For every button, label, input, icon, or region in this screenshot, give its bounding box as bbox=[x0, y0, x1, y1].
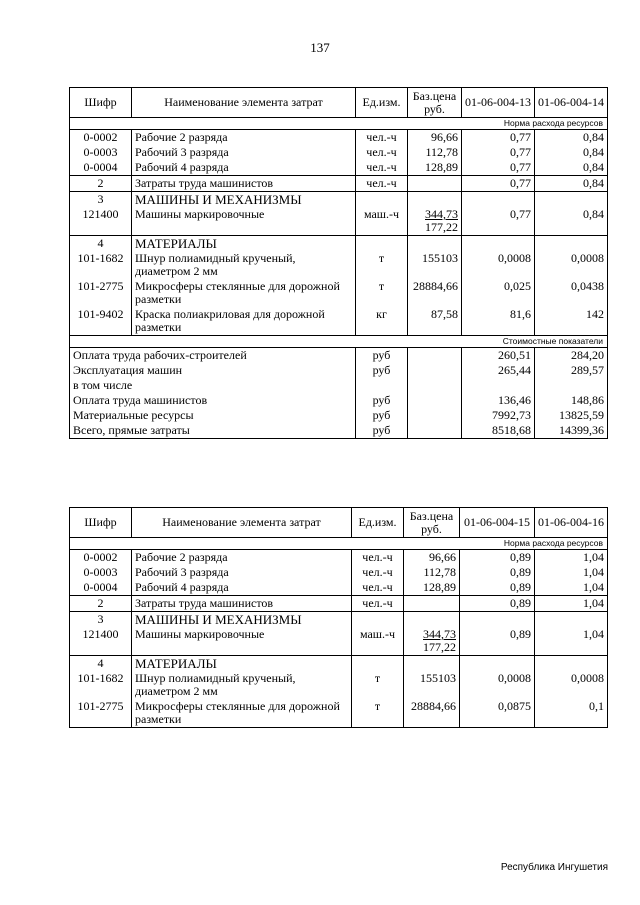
machine-row bbox=[70, 207, 608, 236]
summary-row bbox=[70, 378, 608, 393]
header-unit: Ед.изм. bbox=[356, 88, 408, 118]
row-price: 112,78 bbox=[404, 565, 460, 580]
norm-label-row bbox=[70, 118, 608, 130]
material-row bbox=[70, 671, 608, 699]
section-title: МАТЕРИАЛЫ bbox=[132, 236, 356, 252]
row-code: 0-0003 bbox=[70, 565, 132, 580]
row-name: Шнур полиамидный крученый, диаметром 2 мм bbox=[132, 251, 356, 279]
machine-operator-price: 177,22 bbox=[423, 640, 456, 654]
summary-value-2: 148,86 bbox=[535, 393, 608, 408]
machine-row bbox=[70, 627, 608, 656]
summary-value-2: 289,57 bbox=[535, 363, 608, 378]
norm-label-row bbox=[70, 538, 608, 550]
row-value-2: 1,04 bbox=[535, 580, 608, 596]
header-unit: Ед.изм. bbox=[352, 508, 404, 538]
row-value-2: 1,04 bbox=[535, 627, 608, 656]
row-code: 121400 bbox=[70, 207, 132, 236]
norm-label: Норма расхода ресурсов bbox=[462, 118, 608, 130]
header-base-price: Баз.цена руб. bbox=[408, 88, 462, 118]
summary-unit: руб bbox=[356, 363, 408, 378]
row-unit: т bbox=[356, 279, 408, 307]
row-unit: т bbox=[352, 699, 404, 728]
row-name: Шнур полиамидный крученый, диаметром 2 мм bbox=[132, 671, 352, 699]
summary-row bbox=[70, 348, 608, 364]
row-name: Рабочий 3 разряда bbox=[132, 145, 356, 160]
row-value-2: 0,84 bbox=[535, 160, 608, 176]
row-name: Машины маркировочные bbox=[132, 207, 356, 236]
row-value-1: 0,77 bbox=[462, 130, 535, 146]
row-name: Рабочий 3 разряда bbox=[132, 565, 352, 580]
resource-table-2 bbox=[69, 507, 608, 728]
row-price: 28884,66 bbox=[404, 699, 460, 728]
norm-label: Норма расхода ресурсов bbox=[460, 538, 608, 550]
summary-row bbox=[70, 423, 608, 439]
row-unit: чел.-ч bbox=[356, 130, 408, 146]
row-value-2: 142 bbox=[535, 307, 608, 336]
row-value-1: 0,89 bbox=[460, 627, 535, 656]
material-row bbox=[70, 699, 608, 728]
section-row-materials bbox=[70, 236, 608, 252]
row-value-1: 0,0008 bbox=[462, 251, 535, 279]
row-unit: чел.-ч bbox=[352, 596, 404, 612]
row-value-1: 0,77 bbox=[462, 176, 535, 192]
table-row bbox=[70, 565, 608, 580]
row-name: Рабочий 4 разряда bbox=[132, 160, 356, 176]
row-code: 121400 bbox=[70, 627, 132, 656]
row-value-1: 0,89 bbox=[460, 565, 535, 580]
operator-labor-row bbox=[70, 176, 608, 192]
row-unit: т bbox=[352, 671, 404, 699]
cost-label: Стоимостные показатели bbox=[462, 336, 608, 348]
row-code: 101-1682 bbox=[70, 671, 132, 699]
row-price bbox=[408, 176, 462, 192]
summary-value-1: 260,51 bbox=[462, 348, 535, 364]
header-col-13: 01-06-004-13 bbox=[462, 88, 535, 118]
row-value-2: 1,04 bbox=[535, 596, 608, 612]
summary-row bbox=[70, 408, 608, 423]
section-row-machines bbox=[70, 612, 608, 628]
row-name: Затраты труда машинистов bbox=[132, 176, 356, 192]
row-value-2: 0,0438 bbox=[535, 279, 608, 307]
table-row bbox=[70, 550, 608, 566]
header-base-price: Баз.цена руб. bbox=[404, 508, 460, 538]
header-col-14: 01-06-004-14 bbox=[535, 88, 608, 118]
row-code: 0-0004 bbox=[70, 580, 132, 596]
table-row bbox=[70, 145, 608, 160]
row-unit: маш.-ч bbox=[352, 627, 404, 656]
row-unit: маш.-ч bbox=[356, 207, 408, 236]
row-value-2: 1,04 bbox=[535, 550, 608, 566]
row-code: 101-1682 bbox=[70, 251, 132, 279]
row-name: Рабочие 2 разряда bbox=[132, 550, 352, 566]
row-unit: чел.-ч bbox=[356, 176, 408, 192]
header-col-15: 01-06-004-15 bbox=[460, 508, 535, 538]
row-value-1: 0,89 bbox=[460, 596, 535, 612]
summary-name: в том числе bbox=[70, 378, 356, 393]
summary-row bbox=[70, 393, 608, 408]
material-row bbox=[70, 307, 608, 336]
row-price: 128,89 bbox=[408, 160, 462, 176]
section-title: МАШИНЫ И МЕХАНИЗМЫ bbox=[132, 612, 352, 628]
summary-value-2: 14399,36 bbox=[535, 423, 608, 439]
row-value-1: 0,77 bbox=[462, 207, 535, 236]
row-name: Рабочий 4 разряда bbox=[132, 580, 352, 596]
row-price bbox=[404, 596, 460, 612]
row-unit: чел.-ч bbox=[352, 550, 404, 566]
row-code: 101-2775 bbox=[70, 699, 132, 728]
row-price bbox=[404, 627, 460, 656]
section-code: 3 bbox=[70, 612, 132, 628]
operator-labor-row bbox=[70, 596, 608, 612]
row-name: Рабочие 2 разряда bbox=[132, 130, 356, 146]
row-price: 112,78 bbox=[408, 145, 462, 160]
row-value-1: 0,025 bbox=[462, 279, 535, 307]
row-code: 0-0004 bbox=[70, 160, 132, 176]
row-price: 155103 bbox=[404, 671, 460, 699]
row-value-2: 0,84 bbox=[535, 176, 608, 192]
row-value-2: 0,0008 bbox=[535, 671, 608, 699]
row-value-1: 0,89 bbox=[460, 550, 535, 566]
row-unit: чел.-ч bbox=[352, 580, 404, 596]
material-row bbox=[70, 279, 608, 307]
section-row-machines bbox=[70, 192, 608, 208]
table-row bbox=[70, 580, 608, 596]
page-number: 137 bbox=[310, 40, 330, 55]
row-name: Микросферы стеклянные для дорожной разметки bbox=[132, 279, 356, 307]
summary-name: Материальные ресурсы bbox=[70, 408, 356, 423]
section-row-materials bbox=[70, 656, 608, 672]
header-code: Шифр bbox=[70, 508, 132, 538]
table-row bbox=[70, 130, 608, 146]
summary-value-1: 265,44 bbox=[462, 363, 535, 378]
row-value-2: 0,0008 bbox=[535, 251, 608, 279]
row-value-2: 0,84 bbox=[535, 130, 608, 146]
row-value-1: 0,0008 bbox=[460, 671, 535, 699]
summary-unit: руб bbox=[356, 408, 408, 423]
table-row bbox=[70, 160, 608, 176]
header-name: Наименование элемента затрат bbox=[132, 88, 356, 118]
header-col-16: 01-06-004-16 bbox=[535, 508, 608, 538]
machine-price: 344,73 bbox=[423, 627, 456, 641]
summary-row bbox=[70, 363, 608, 378]
row-unit: чел.-ч bbox=[352, 565, 404, 580]
section-title: МАШИНЫ И МЕХАНИЗМЫ bbox=[132, 192, 356, 208]
resource-table-1 bbox=[69, 87, 608, 439]
row-code: 101-9402 bbox=[70, 307, 132, 336]
row-price: 128,89 bbox=[404, 580, 460, 596]
summary-unit: руб bbox=[356, 423, 408, 439]
row-price: 155103 bbox=[408, 251, 462, 279]
section-code: 4 bbox=[70, 236, 132, 252]
row-value-2: 1,04 bbox=[535, 565, 608, 580]
section-code: 3 bbox=[70, 192, 132, 208]
row-code: 2 bbox=[70, 596, 132, 612]
row-price bbox=[408, 207, 462, 236]
row-value-2: 0,84 bbox=[535, 145, 608, 160]
row-value-1: 81,6 bbox=[462, 307, 535, 336]
row-value-1: 0,89 bbox=[460, 580, 535, 596]
material-row bbox=[70, 251, 608, 279]
summary-value-2: 284,20 bbox=[535, 348, 608, 364]
row-price: 28884,66 bbox=[408, 279, 462, 307]
header-code: Шифр bbox=[70, 88, 132, 118]
row-value-2: 0,84 bbox=[535, 207, 608, 236]
row-value-1: 0,77 bbox=[462, 160, 535, 176]
header-name: Наименование элемента затрат bbox=[132, 508, 352, 538]
section-code: 4 bbox=[70, 656, 132, 672]
row-code: 101-2775 bbox=[70, 279, 132, 307]
row-price: 87,58 bbox=[408, 307, 462, 336]
summary-name: Всего, прямые затраты bbox=[70, 423, 356, 439]
row-code: 0-0002 bbox=[70, 550, 132, 566]
summary-unit: руб bbox=[356, 348, 408, 364]
summary-value-1: 136,46 bbox=[462, 393, 535, 408]
row-name: Краска полиакриловая для дорожной разметки bbox=[132, 307, 356, 336]
row-code: 2 bbox=[70, 176, 132, 192]
machine-price: 344,73 bbox=[425, 207, 458, 221]
summary-name: Эксплуатация машин bbox=[70, 363, 356, 378]
row-value-2: 0,1 bbox=[535, 699, 608, 728]
summary-name: Оплата труда рабочих-строителей bbox=[70, 348, 356, 364]
summary-value-1: 8518,68 bbox=[462, 423, 535, 439]
summary-value-2: 13825,59 bbox=[535, 408, 608, 423]
row-unit: т bbox=[356, 251, 408, 279]
summary-name: Оплата труда машинистов bbox=[70, 393, 356, 408]
row-price: 96,66 bbox=[404, 550, 460, 566]
row-name: Машины маркировочные bbox=[132, 627, 352, 656]
section-title: МАТЕРИАЛЫ bbox=[132, 656, 352, 672]
summary-unit: руб bbox=[356, 393, 408, 408]
row-name: Затраты труда машинистов bbox=[132, 596, 352, 612]
row-unit: чел.-ч bbox=[356, 145, 408, 160]
row-unit: кг bbox=[356, 307, 408, 336]
row-unit: чел.-ч bbox=[356, 160, 408, 176]
machine-operator-price: 177,22 bbox=[425, 220, 458, 234]
row-price: 96,66 bbox=[408, 130, 462, 146]
row-code: 0-0003 bbox=[70, 145, 132, 160]
row-name: Микросферы стеклянные для дорожной разметки bbox=[132, 699, 352, 728]
cost-label-row bbox=[70, 336, 608, 348]
row-value-1: 0,0875 bbox=[460, 699, 535, 728]
region-footer: Республика Ингушетия bbox=[500, 862, 608, 873]
row-code: 0-0002 bbox=[70, 130, 132, 146]
summary-value-1: 7992,73 bbox=[462, 408, 535, 423]
row-value-1: 0,77 bbox=[462, 145, 535, 160]
